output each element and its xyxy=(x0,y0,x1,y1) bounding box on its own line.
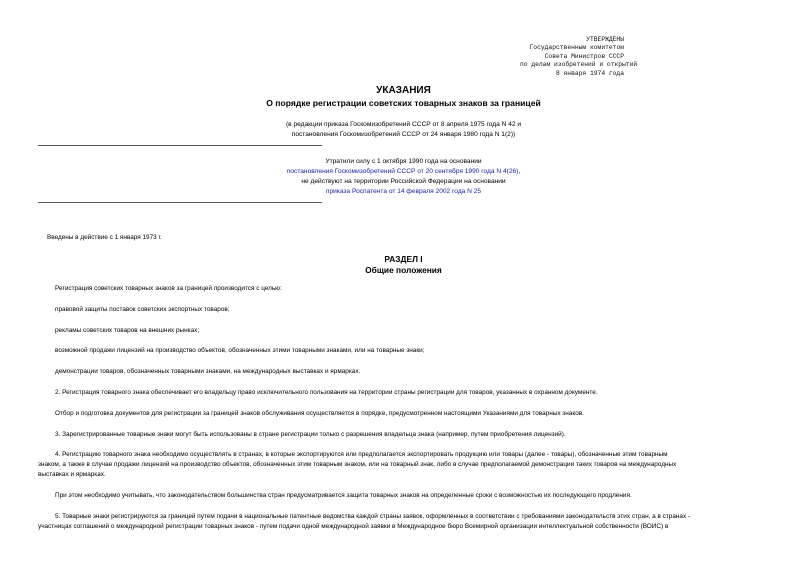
edition-line: (в редакции приказа Госкомизобретений СССР от 8 апреля 1975 года N 42 и xyxy=(285,121,522,128)
paragraph-line: участницах соглашений о международной регистрации товарных знаков - путем подачи одной международной заявки в Международное бюро Всемирной организации интеллектуальной собственности (ВОИС) в xyxy=(38,522,669,530)
lost-force-note xyxy=(0,157,807,197)
approval-line: УТВЕРЖДЕНЫ xyxy=(586,36,624,43)
lost-force-line xyxy=(0,187,807,197)
lost-force-line: Утратили силу с 1 октября 1990 года на основании xyxy=(325,158,482,165)
approval-line: по делам изобретений и открытий xyxy=(520,61,638,69)
paragraph: 2. Регистрация товарного знака обеспечивает его владельцу право исключительного пользования на территории страны регистрации для товаров, указанных в охранном документе. xyxy=(55,389,598,396)
paragraph: При этом необходимо учитывать, что законодательством большинства стран предусматривается защита товарных знаков на определенные сроки с возможностью их последующего продления. xyxy=(55,492,632,499)
edition-note xyxy=(0,120,807,140)
lost-force-line xyxy=(0,167,807,177)
paragraph: правовой защиты поставок советских экспортных товаров; xyxy=(55,306,230,313)
approval-line: 8 января 1974 года xyxy=(555,69,624,77)
document-subtitle: О порядке регистрации советских товарных знаков за границей xyxy=(266,98,541,108)
approval-stamp xyxy=(520,36,638,78)
document-title: УКАЗАНИЯ xyxy=(376,85,431,96)
divider xyxy=(38,202,322,203)
paragraph-line: знаком, а также в случае продажи лицензий на производство объектов, обозначенных этим товарным знаком, или на товарный знак, либо в случае предполагаемой демонстрации таких товаров на международных xyxy=(38,460,677,468)
punctuation: , xyxy=(518,168,521,175)
approval-line: Совета Министров СССР xyxy=(544,52,624,60)
paragraph: Отбор и подготовка документов для регистрации за границей знаков обслуживания осуществляется в порядке, предусмотренном настоящими Указаниями для товарных знаков. xyxy=(55,410,584,417)
paragraph-line: 4. Регистрацию товарного знака необходимо осуществлять в странах, в которые экспортируются или предполагается экспортировать продукцию или товары (далее - товары), обозначенные этим товарным xyxy=(55,451,668,458)
rospatent-link[interactable]: приказа Роспатента от 14 февраля 2002 года N 25 xyxy=(325,188,482,195)
paragraph: возможной продажи лицензий на производство объектов, обозначенных этими товарными знаками, или на товарные знаки; xyxy=(55,347,425,354)
divider xyxy=(38,145,322,146)
section-title: РАЗДЕЛ I xyxy=(384,254,423,264)
lost-force-line: не действуют на территории Российской Федерации на основании xyxy=(301,178,506,185)
paragraph: Регистрация советских товарных знаков за границей производится с целью: xyxy=(55,285,282,292)
paragraph: 3. Зарегистрированные товарные знаки могут быть использованы в стране регистрации только с разрешения владельца знака (например, путем приобретения лицензий). xyxy=(55,431,566,438)
section-subtitle: Общие положения xyxy=(365,265,442,275)
edition-line: постановления Госкомизобретений СССР от 24 января 1980 года N 1(2)) xyxy=(291,131,516,138)
paragraph-line: 5. Товарные знаки регистрируются за границей путем подачи в национальные патентные ведомства каждой страны заявок, оформленных в соответствии с требованиями законодательств этих стран, а в странах - xyxy=(55,513,691,520)
paragraph-4 xyxy=(38,450,773,479)
paragraph-5 xyxy=(38,512,773,532)
decree-link[interactable]: постановления Госкомизобретений СССР от 20 сентября 1990 года N 4(26) xyxy=(286,168,519,175)
approval-line: Государственным комитетом xyxy=(529,44,624,52)
paragraph: рекламы советских товаров на внешних рынках; xyxy=(55,327,200,334)
paragraph-line: выставках и ярмарках. xyxy=(38,470,106,478)
effective-date: Введены в действие с 1 января 1973 г. xyxy=(47,234,162,241)
paragraph: демонстрации товаров, обозначенных товарными знаками, на международных выставках и ярмарках. xyxy=(55,368,361,375)
